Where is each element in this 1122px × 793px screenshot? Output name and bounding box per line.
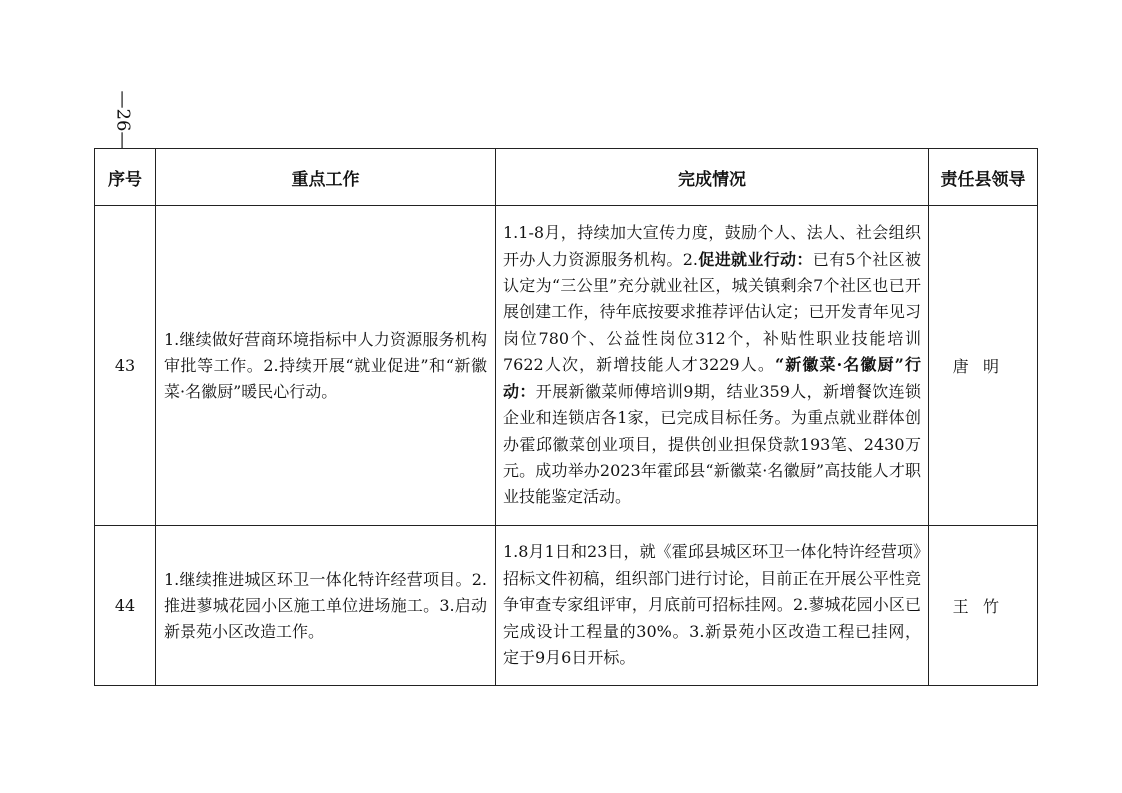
completion-text — [496, 206, 929, 526]
header-leader: 责任县领导 — [929, 149, 1038, 206]
header-completion: 完成情况 — [496, 149, 929, 206]
responsible-leader: 王竹 — [929, 526, 1038, 686]
key-work-text: 1.继续做好营商环境指标中人力资源服务机构审批等工作。2.持续开展“就业促进”和“新徽菜·名徽厨”暖民心行动。 — [156, 206, 496, 526]
responsible-leader: 唐明 — [929, 206, 1038, 526]
table-row — [95, 526, 1038, 686]
completion-segment: 已有5个社区被认定为“三公里”充分就业社区，城关镇剩余7个社区也已开展创建工作，待年底按要求推荐评估认定；已开发青年见习岗位780个、公益性岗位312个，补贴性职业技能培训7622人次，新增技能人才3229人。 — [503, 249, 921, 375]
table-row — [95, 206, 1038, 526]
work-table — [94, 148, 1038, 686]
completion-text — [496, 526, 929, 686]
completion-heading: 促进就业行动： — [698, 249, 813, 269]
completion-segment: 1.8月1日和23日，就《霍邱县城区环卫一体化特许经营项》招标文件初稿，组织部门进行讨论，目前正在开展公平性竞争审查专家组评审，月底前可招标挂网。2.蓼城花园小区已完成设计工程量的30%。3.新景苑小区改造工程已挂网，定于9月6日开标。 — [503, 542, 921, 668]
table-header-row — [95, 149, 1038, 206]
page-number-text: —26— — [112, 90, 133, 150]
header-serial: 序号 — [95, 149, 156, 206]
completion-heading: “新徽菜·名徽厨”行动： — [503, 355, 921, 401]
row-number: 43 — [95, 206, 156, 526]
completion-segment: 1.1-8月，持续加大宣传力度，鼓励个人、法人、社会组织开办人力资源服务机构。2. — [503, 223, 921, 269]
header-key-work: 重点工作 — [156, 149, 496, 206]
completion-segment: 开展新徽菜师傅培训9期，结业359人，新增餐饮连锁企业和连锁店各1家，已完成目标任务。为重点就业群体创办霍邱徽菜创业项目，提供创业担保贷款193笔、2430万元。成功举办2023年霍邱县“新徽菜·名徽厨”高技能人才职业技能鉴定活动。 — [503, 381, 921, 507]
page-number — [112, 92, 132, 148]
key-work-text: 1.继续推进城区环卫一体化特许经营项目。2.推进蓼城花园小区施工单位进场施工。3.启动新景苑小区改造工作。 — [156, 526, 496, 686]
row-number: 44 — [95, 526, 156, 686]
